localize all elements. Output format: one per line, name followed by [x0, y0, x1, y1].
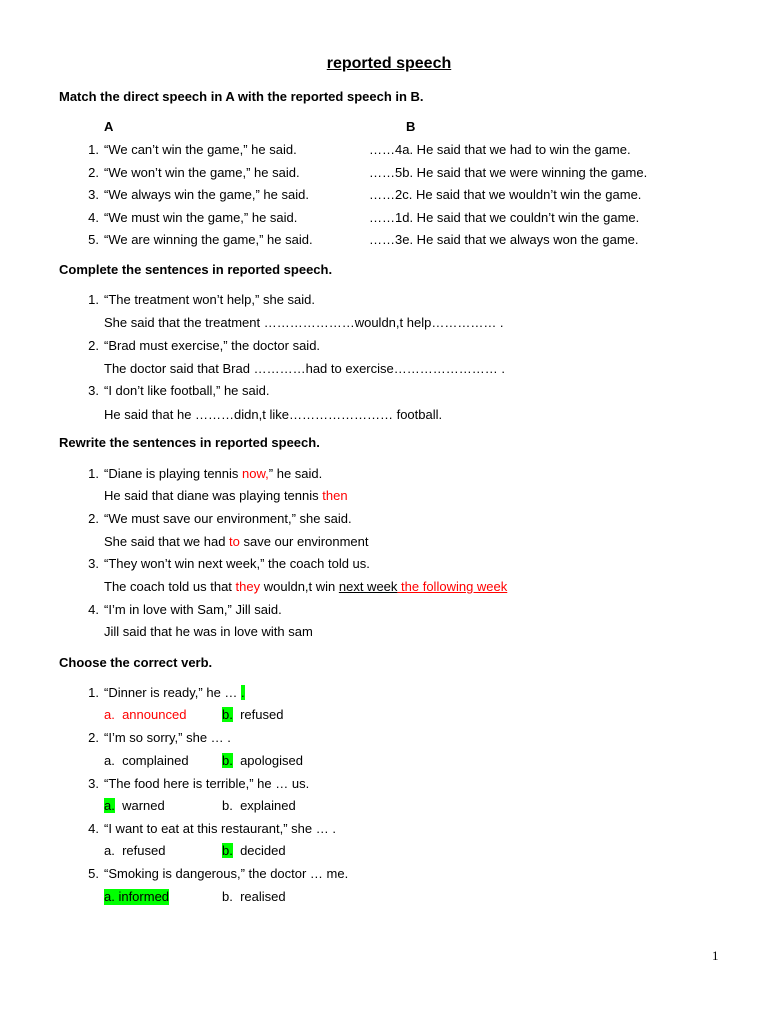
option-a: a. refused	[104, 843, 166, 858]
exercise-answer: She said that we had to save our environment	[104, 534, 369, 549]
answer-options	[0, 889, 768, 905]
match-row: 3. “We always win the game,” he said. ……2c. He said that we wouldn’t win the game.	[88, 187, 642, 202]
exercise-answer: Jill said that he was in love with sam	[104, 624, 313, 639]
page-title: reported speech	[326, 55, 452, 72]
column-b-label: B	[406, 119, 416, 134]
exercise-answer: The doctor said that Brad …………had to exercise…………………… .	[104, 361, 505, 376]
exercise-answer: He said that he ………didn,t like…………………… football.	[104, 407, 443, 422]
exercise-question: 1. “Diane is playing tennis now,” he said.	[88, 466, 323, 481]
option-b: b. explained	[222, 798, 296, 813]
exercise-answer: The coach told us that they wouldn,t win next week the following week	[104, 579, 508, 594]
section2-heading: Complete the sentences in reported speech.	[59, 262, 333, 277]
answer-options	[0, 798, 768, 814]
option-b: b. decided	[222, 843, 286, 858]
exercise-question: 5. “Smoking is dangerous,” the doctor … me.	[88, 866, 349, 881]
answer-options	[0, 707, 768, 723]
option-a: a. announced	[104, 707, 187, 722]
exercise-answer: He said that diane was playing tennis then	[104, 488, 348, 503]
exercise-question: 1. “Dinner is ready,” he … .	[88, 685, 245, 700]
exercise-question: 4. “I’m in love with Sam,” Jill said.	[88, 602, 282, 617]
match-row: 2. “We won’t win the game,” he said. ……5b. He said that we were winning the game.	[88, 165, 648, 180]
page-number: 1	[712, 948, 719, 963]
exercise-question: 3. “The food here is terrible,” he … us.	[88, 776, 310, 791]
option-b: b. realised	[222, 889, 286, 904]
match-row: 1. “We can’t win the game,” he said. ……4a. He said that we had to win the game.	[88, 142, 631, 157]
exercise-answer: She said that the treatment …………………wouldn,t help…………… .	[104, 315, 504, 330]
exercise-question: 3. “They won’t win next week,” the coach told us.	[88, 556, 370, 571]
exercise-question: 4. “I want to eat at this restaurant,” she … .	[88, 821, 336, 836]
option-b: b. refused	[222, 707, 284, 722]
option-b: b. apologised	[222, 753, 303, 768]
answer-options	[0, 843, 768, 859]
exercise-question: 2. “Brad must exercise,” the doctor said.	[88, 338, 321, 353]
section1-heading: Match the direct speech in A with the reported speech in B.	[59, 89, 424, 104]
exercise-question: 1. “The treatment won’t help,” she said.	[88, 292, 315, 307]
option-a: a. informed	[104, 889, 170, 904]
section3-heading: Rewrite the sentences in reported speech.	[59, 435, 320, 450]
match-row: 5. “We are winning the game,” he said. ……3e. He said that we always won the game.	[88, 232, 639, 247]
option-a: a. complained	[104, 753, 189, 768]
match-row: 4. “We must win the game,” he said. ……1d. He said that we couldn’t win the game.	[88, 210, 640, 225]
exercise-question: 2. “I’m so sorry,” she … .	[88, 730, 231, 745]
exercise-question: 2. “We must save our environment,” she said.	[88, 511, 352, 526]
column-a-label: A	[104, 119, 114, 134]
answer-options	[0, 753, 768, 769]
option-a: a. warned	[104, 798, 165, 813]
exercise-question: 3. “I don’t like football,” he said.	[88, 383, 270, 398]
section4-heading: Choose the correct verb.	[59, 655, 213, 670]
